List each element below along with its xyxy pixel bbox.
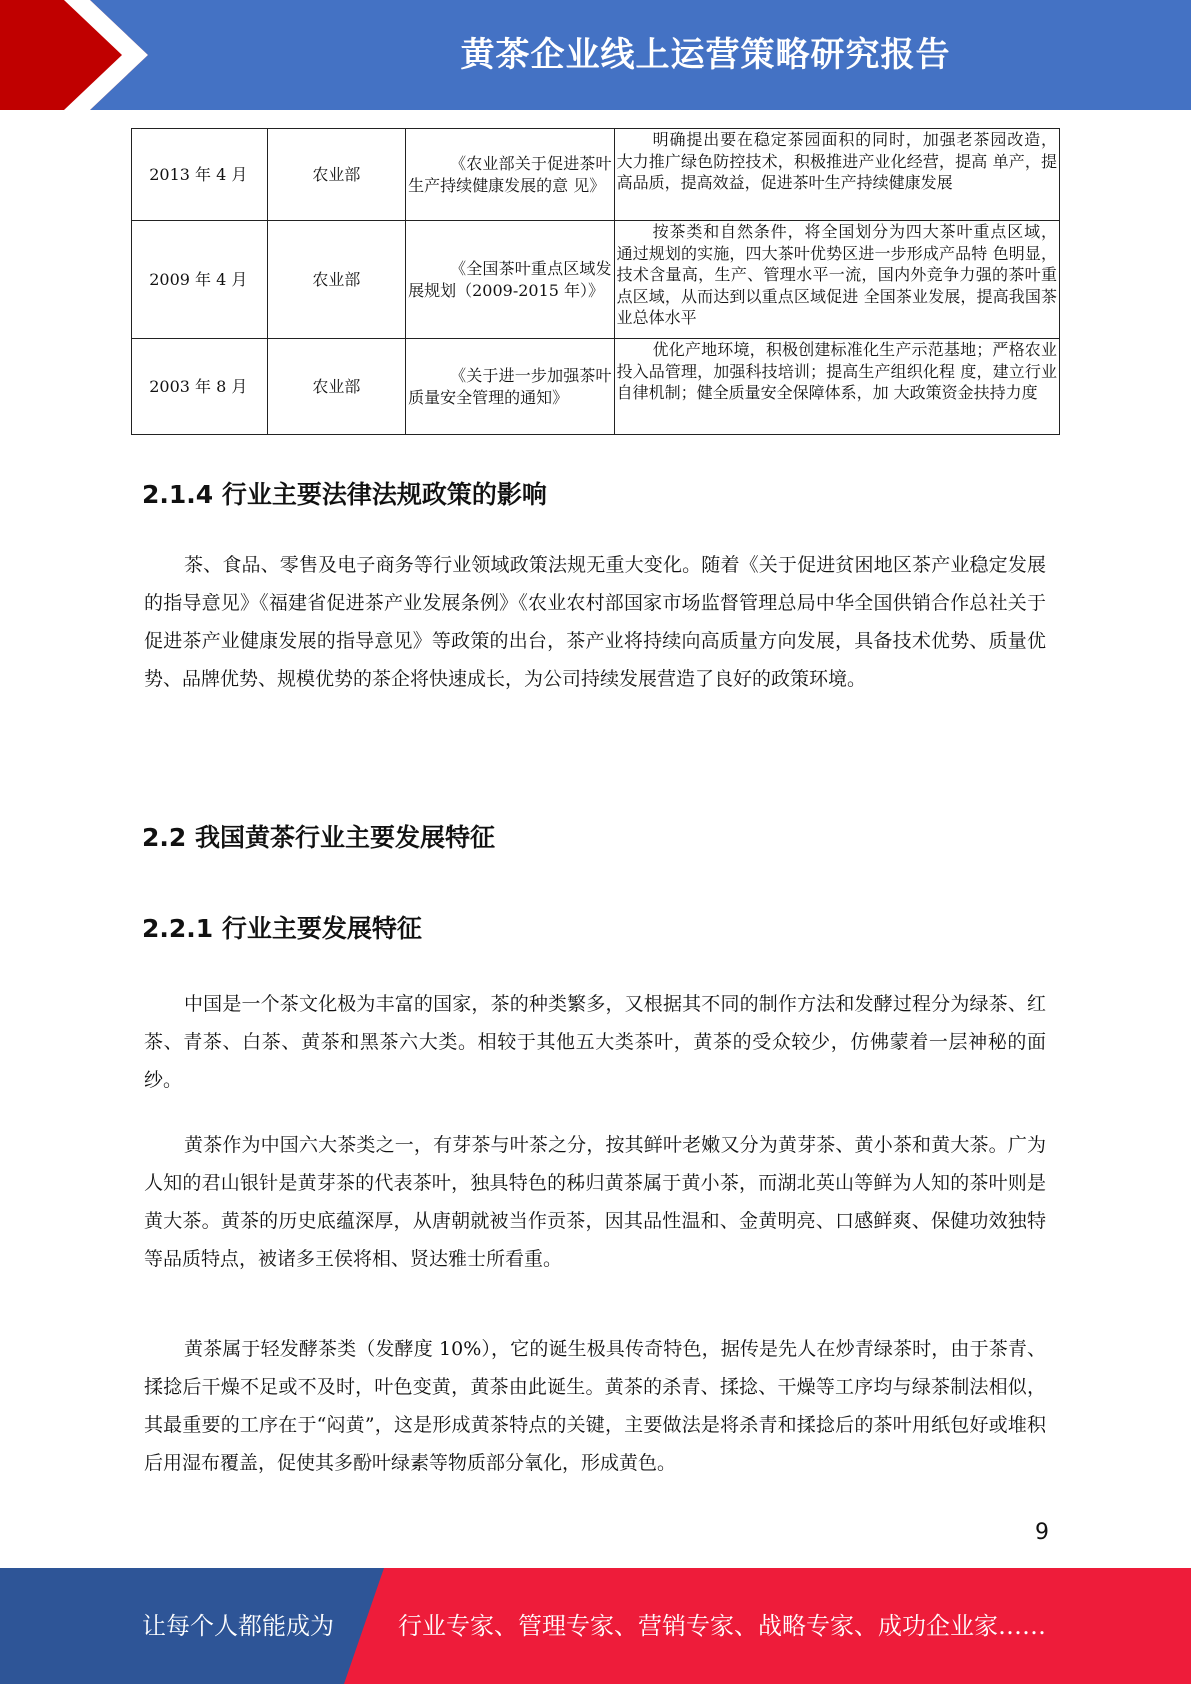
table-cell-desc: 优化产地环境，积极创建标准化生产示范基地；严格农业投入品管理，加强科技培训；提高生产组织化程 度，建立行业自律机制；健全质量安全保障体系，加 大政策资金扶持力度 xyxy=(614,339,1059,435)
report-title: 黄茶企业线上运营策略研究报告 xyxy=(460,35,951,75)
table-row xyxy=(132,339,1060,435)
page-number: 9 xyxy=(1035,1520,1049,1545)
table-row xyxy=(132,129,1060,221)
table-row xyxy=(132,221,1060,339)
table-cell-desc: 明确提出要在稳定茶园面积的同时，加强老茶园改造， 大力推广绿色防控技术，积极推进产业化经营，提高 单产，提高品质，提高效益，促进茶叶生产持续健康发展 xyxy=(614,129,1059,221)
paragraph-policy-impact: 茶、食品、零售及电子商务等行业领域政策法规无重大变化。随着《关于促进贫困地区茶产业稳定发展的指导意见》《福建省促进茶产业发展条例》《农业农村部国家市场监督管理总局中华全国供销合作总社关于促进茶产业健康发展的指导意见》等政策的出台，茶产业将持续向高质量方向发展，具备技术优势、质量优势、品牌优势、规模优势的茶企将快速成长，为公司持续发展营造了良好的政策环境。 xyxy=(144,554,1046,690)
table-cell-doc: 《关于进一步加强茶叶 质量安全管理的通知》 xyxy=(406,339,614,435)
table-cell-doc: 《农业部关于促进茶叶 生产持续健康发展的意 见》 xyxy=(406,129,614,221)
page-footer xyxy=(0,1568,1191,1684)
table-cell-date: 2003 年 8 月 xyxy=(132,339,268,435)
section-heading-2-2: 2.2 我国黄茶行业主要发展特征 xyxy=(142,823,495,852)
paragraph-yellow-tea-types: 黄茶作为中国六大茶类之一，有芽茶与叶茶之分，按其鲜叶老嫩又分为黄芽茶、黄小茶和黄大茶。广为人知的君山银针是黄芽茶的代表茶叶，独具特色的秭归黄茶属于黄小茶，而湖北英山等鲜为人知的茶叶则是黄大茶。黄茶的历史底蕴深厚，从唐朝就被当作贡茶，因其品性温和、金黄明亮、口感鲜爽、保健功效独特等品质特点，被诸多王侯将相、贤达雅士所看重。 xyxy=(144,1134,1046,1270)
footer-slogan-right: 行业专家、管理专家、营销专家、战略专家、成功企业家…… xyxy=(398,1612,1046,1640)
policy-table xyxy=(131,128,1060,435)
footer-slogan-left: 让每个人都能成为 xyxy=(142,1612,334,1640)
table-cell-dept: 农业部 xyxy=(267,339,406,435)
table-cell-date: 2009 年 4 月 xyxy=(132,221,268,339)
page-header xyxy=(0,0,1191,110)
table-cell-doc: 《全国茶叶重点区域发 展规划（2009-2015 年）》 xyxy=(406,221,614,339)
paragraph-yellow-tea-process: 黄茶属于轻发酵茶类（发酵度 10%），它的诞生极具传奇特色，据传是先人在炒青绿茶时，由于茶青、揉捻后干燥不足或不及时，叶色变黄，黄茶由此诞生。黄茶的杀青、揉捻、干燥等工序均与绿茶制法相似，其最重要的工序在于“闷黄”，这是形成黄茶特点的关键，主要做法是将杀青和揉捻后的茶叶用纸包好或堆积后用湿布覆盖，促使其多酚叶绿素等物质部分氧化，形成黄色。 xyxy=(144,1338,1046,1474)
table-cell-desc: 按茶类和自然条件，将全国划分为四大茶叶重点区域， 通过规划的实施，四大茶叶优势区进一步形成产品特 色明显，技术含量高，生产、管理水平一流，国内外竞争力强的茶叶重点区域，从而达到以重点区域促进 全国茶业发展，提高我国茶业总体水平 xyxy=(614,221,1059,339)
table-cell-dept: 农业部 xyxy=(267,221,406,339)
table-cell-date: 2013 年 4 月 xyxy=(132,129,268,221)
section-heading-2-1-4: 2.1.4 行业主要法律法规政策的影响 xyxy=(142,480,547,509)
section-heading-2-2-1: 2.2.1 行业主要发展特征 xyxy=(142,914,422,943)
paragraph-tea-categories: 中国是一个茶文化极为丰富的国家，茶的种类繁多，又根据其不同的制作方法和发酵过程分为绿茶、红茶、青茶、白茶、黄茶和黑茶六大类。相较于其他五大类茶叶，黄茶的受众较少，仿佛蒙着一层神秘的面纱。 xyxy=(144,993,1046,1091)
table-cell-dept: 农业部 xyxy=(267,129,406,221)
